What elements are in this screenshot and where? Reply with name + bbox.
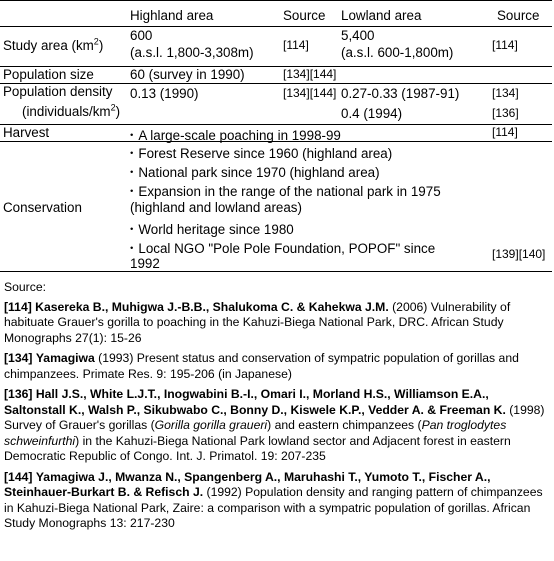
sources-section	[4, 280, 550, 537]
header-rule	[0, 26, 552, 27]
conservation-item: ・Expansion in the range of the national park in 1975	[125, 184, 441, 199]
population-density-lowland-value-1: 0.27-0.33 (1987-91)	[341, 86, 460, 101]
population-size-highland-source: [134][144]	[283, 67, 337, 81]
reference-authors: Hall J.S., White L.J.T., Inogwabini B.-I., Omari I., Morland H.S., Williamson E.A., Saltonstall K., Walsh P., Sikubwabo C., Bonny D., Kiswele K.P., Vedder A. & Freeman K.	[4, 387, 506, 417]
reference-id: [134]	[4, 351, 33, 365]
header-source: Source	[283, 8, 326, 23]
population-density-highland-value: 0.13 (1990)	[130, 86, 199, 101]
reference-authors: Yamagiwa J., Mwanza N., Spangenberg A., Maruhashi T., Yumoto T., Fischer A., Steinhauer-Burkart B. & Refisch J.	[4, 469, 491, 499]
header-lowland: Lowland area	[341, 8, 422, 23]
population-size-highland-value: 60 (survey in 1990)	[130, 67, 245, 82]
conservation-item: 1992	[130, 256, 160, 271]
population-density-label: Population density	[3, 84, 113, 99]
reference-text: (1993) Present status and conservation of sympatric population of gorillas and chimpanzees. Primate Res. 9: 195-206 (in Japanese)	[4, 351, 519, 381]
population-density-unit: $(individuals/km^2)$	[22, 102, 121, 119]
reference-114	[4, 300, 550, 347]
table-top-rule	[0, 0, 552, 1]
header-source-2: Source	[497, 8, 540, 23]
population-density-highland-source: [134][144]	[283, 86, 337, 100]
reference-text: (2006) Vulnerability of habituate Grauer's gorilla to poaching in the Kahuzi-Biega National Park, DRC. African Study Monographs 27(1): 15-26	[4, 299, 511, 345]
population-density-lowland-value-2: 0.4 (1994)	[341, 106, 403, 121]
reference-text: (1992) Population density and ranging pattern of chimpanzees in Kahuzi-Biega National Park, Zaire: a comparison with a sympatric population of gorillas. African Study Monographs 13: 217-230	[4, 485, 543, 530]
reference-144	[4, 470, 550, 532]
study-area-highland-value: 600	[130, 28, 153, 43]
reference-authors: Kasereka B., Muhigwa J.-B.B., Shalukoma C. & Kahekwa J.M.	[35, 299, 389, 314]
study-area-lowland-altitude: (a.s.l. 600-1,800m)	[341, 45, 454, 60]
conservation-item: ・National park since 1970 (highland area)	[125, 165, 380, 180]
reference-id: [136]	[4, 387, 33, 401]
conservation-item: ・Forest Reserve since 1960 (highland area)	[125, 146, 393, 161]
population-density-lowland-source-2: [136]	[492, 106, 519, 120]
conservation-source: [139][140]	[492, 247, 546, 261]
harvest-source: [114]	[492, 125, 518, 139]
harvest-value: ・A large-scale poaching in 1998-99	[125, 128, 341, 143]
reference-136: [136] Hall J.S., White L.J.T., Inogwabini B.-I., Omari I., Morland H.S., Williamson E.A., Saltonstall K., Walsh P., Sikubwabo C., Bonny D., Kiswele K.P., Vedder A. & Freeman K. (1998) Survey of Grauer's gorillas (Gorilla gorilla graueri) and eastern chimpanzees (Pan troglodytes schweinfurthi) in the Kahuzi-Biega National Park lowland sector and Adjacent forest in eastern Democratic Republic of Congo. Int. J. Primatol. 19: 207-235	[4, 387, 545, 463]
population-size-label: Population size	[3, 67, 94, 82]
reference-id: [114]	[4, 299, 32, 314]
header-highland: Highland area	[130, 8, 214, 23]
reference-id: [144]	[4, 469, 33, 484]
conservation-label: Conservation	[3, 200, 82, 215]
conservation-item: ・Local NGO "Pole Pole Foundation, POPOF" since	[125, 241, 436, 256]
conservation-item: ・World heritage since 1980	[125, 222, 294, 237]
table-bottom-rule	[0, 271, 552, 272]
reference-134	[4, 351, 550, 382]
sources-heading: Source:	[4, 280, 47, 294]
harvest-label: Harvest	[3, 125, 50, 140]
study-area-label: Study area $(km^2)$	[3, 36, 104, 53]
reference-authors: Yamagiwa	[35, 351, 95, 365]
study-area-highland-altitude: (a.s.l. 1,800-3,308m)	[130, 45, 254, 60]
study-area-lowland-source: [114]	[492, 38, 518, 52]
population-density-lowland-source-1: [134]	[492, 86, 519, 100]
study-area-lowland-value: 5,400	[341, 28, 375, 43]
study-area-highland-source: [114]	[283, 38, 309, 52]
conservation-item: (highland and lowland areas)	[130, 200, 302, 215]
